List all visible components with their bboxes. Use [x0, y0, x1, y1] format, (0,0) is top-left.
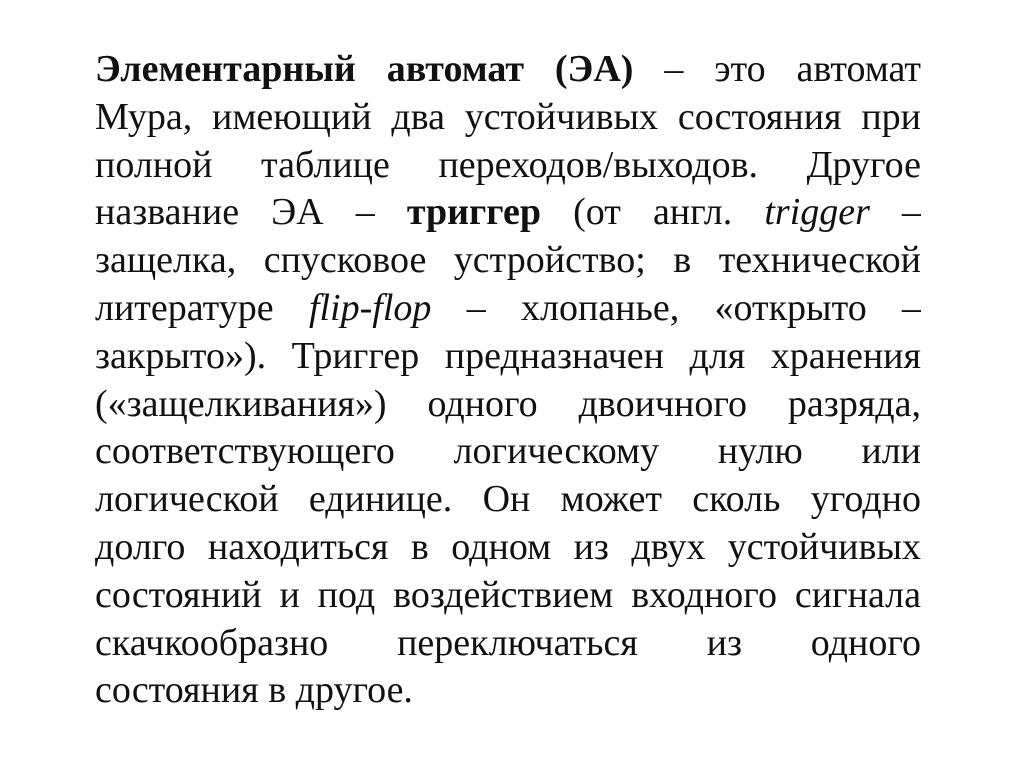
term-trigger: триггер: [406, 191, 542, 234]
text-line-7: закрыто»). Триггер предназначен для хранения: [95, 334, 921, 377]
text-segment: литературе: [95, 286, 309, 329]
text-line-11: долго находиться в одном из двух устойчивых: [95, 525, 921, 568]
text-line-5: защелка, спусковое устройство; в технической: [95, 239, 921, 282]
term-flip-flop: flip-flop: [308, 286, 432, 329]
text-line-1: [95, 46, 921, 94]
text-line-9: соответствующего логическому нулю или: [95, 430, 921, 473]
text-segment: – хлопанье, «открыто –: [431, 286, 921, 329]
text-segment: – это автомат: [633, 48, 921, 90]
text-line-4: [95, 189, 921, 237]
term-elementary-automaton: Элементарный автомат (ЭА): [95, 48, 634, 90]
text-line-2: Мура, имеющий два устойчивых состояния при: [95, 95, 921, 138]
text-line-10: логической единице. Он может сколь угодно: [95, 478, 921, 521]
text-line-6: [95, 285, 921, 333]
text-segment: –: [869, 191, 921, 234]
text-segment: название ЭА –: [95, 191, 407, 234]
text-line-12: состояний и под воздействием входного сигнала: [95, 573, 921, 616]
text-line-3: полной таблице переходов/выходов. Другое: [95, 143, 921, 186]
text-line-8: («защелкивания») одного двоичного разряда,: [95, 382, 921, 425]
text-segment: (от англ.: [541, 191, 765, 234]
text-line-13: скачкообразно переключаться из одного: [95, 621, 921, 664]
term-trigger-english: trigger: [764, 191, 870, 234]
definition-paragraph: [95, 46, 921, 715]
text-line-14: состояния в другое.: [95, 669, 413, 712]
